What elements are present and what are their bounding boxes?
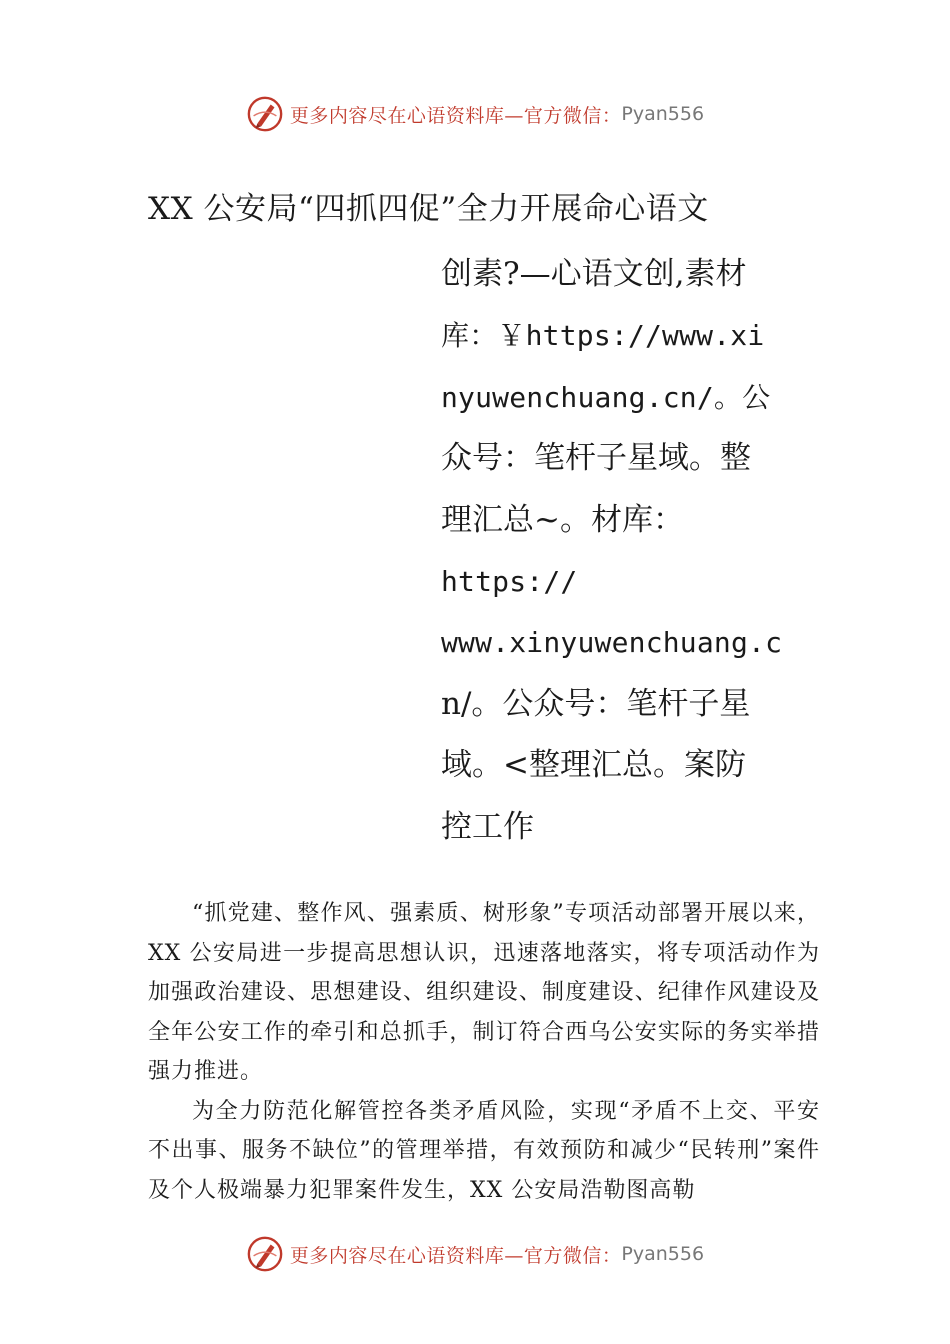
title-line: 控工作 [441,808,534,845]
title-line: 库：￥https://www.xi [441,319,765,353]
body-paragraph: “抓党建、整作风、强素质、树形象”专项活动部署开展以来，XX 公安局进一步提高思想认识，迅速落地落实，将专项活动作为加强政治建设、思想建设、组织建设、制度建设、纪律作风建设及全年公安工作的牵引和总抓手，制订符合西乌公安实际的务实举措强力推进。 [148,901,820,1084]
banner-wechat-id: Pyan556 [621,1243,705,1265]
document-title: XX 公安局“四抓四促”全力开展命心语文 [148,191,709,227]
title-line: 域。<整理汇总。案防 [441,747,746,784]
banner-wechat-id: Pyan556 [621,103,705,125]
title-line: www.xinyuwenchuang.c [441,626,783,660]
pen-logo-icon [246,1235,284,1273]
banner-text: 更多内容尽在心语资料库—官方微信： [289,104,622,127]
title-line: https:// [441,564,578,598]
title-line: 理汇总~。材库： [441,501,684,538]
footer-banner [0,1232,950,1276]
document-body [148,894,820,1210]
title-continuation [441,244,801,858]
pen-logo-icon [246,95,284,133]
header-banner [0,92,950,136]
banner-text: 更多内容尽在心语资料库—官方微信： [289,1244,622,1267]
title-line: 众号：笔杆子星域。整 [441,440,751,477]
title-line: n/。公众号：笔杆子星 [441,685,751,722]
title-line: nyuwenchuang.cn/。公 [441,380,771,414]
body-paragraph: 为全力防范化解管控各类矛盾风险，实现“矛盾不上交、平安不出事、服务不缺位”的管理举措，有效预防和减少“民转刑”案件及个人极端暴力犯罪案件发生，XX 公安局浩勒图高勒 [148,1098,820,1203]
title-line: 创素?—心语文创,素材 [441,256,747,292]
